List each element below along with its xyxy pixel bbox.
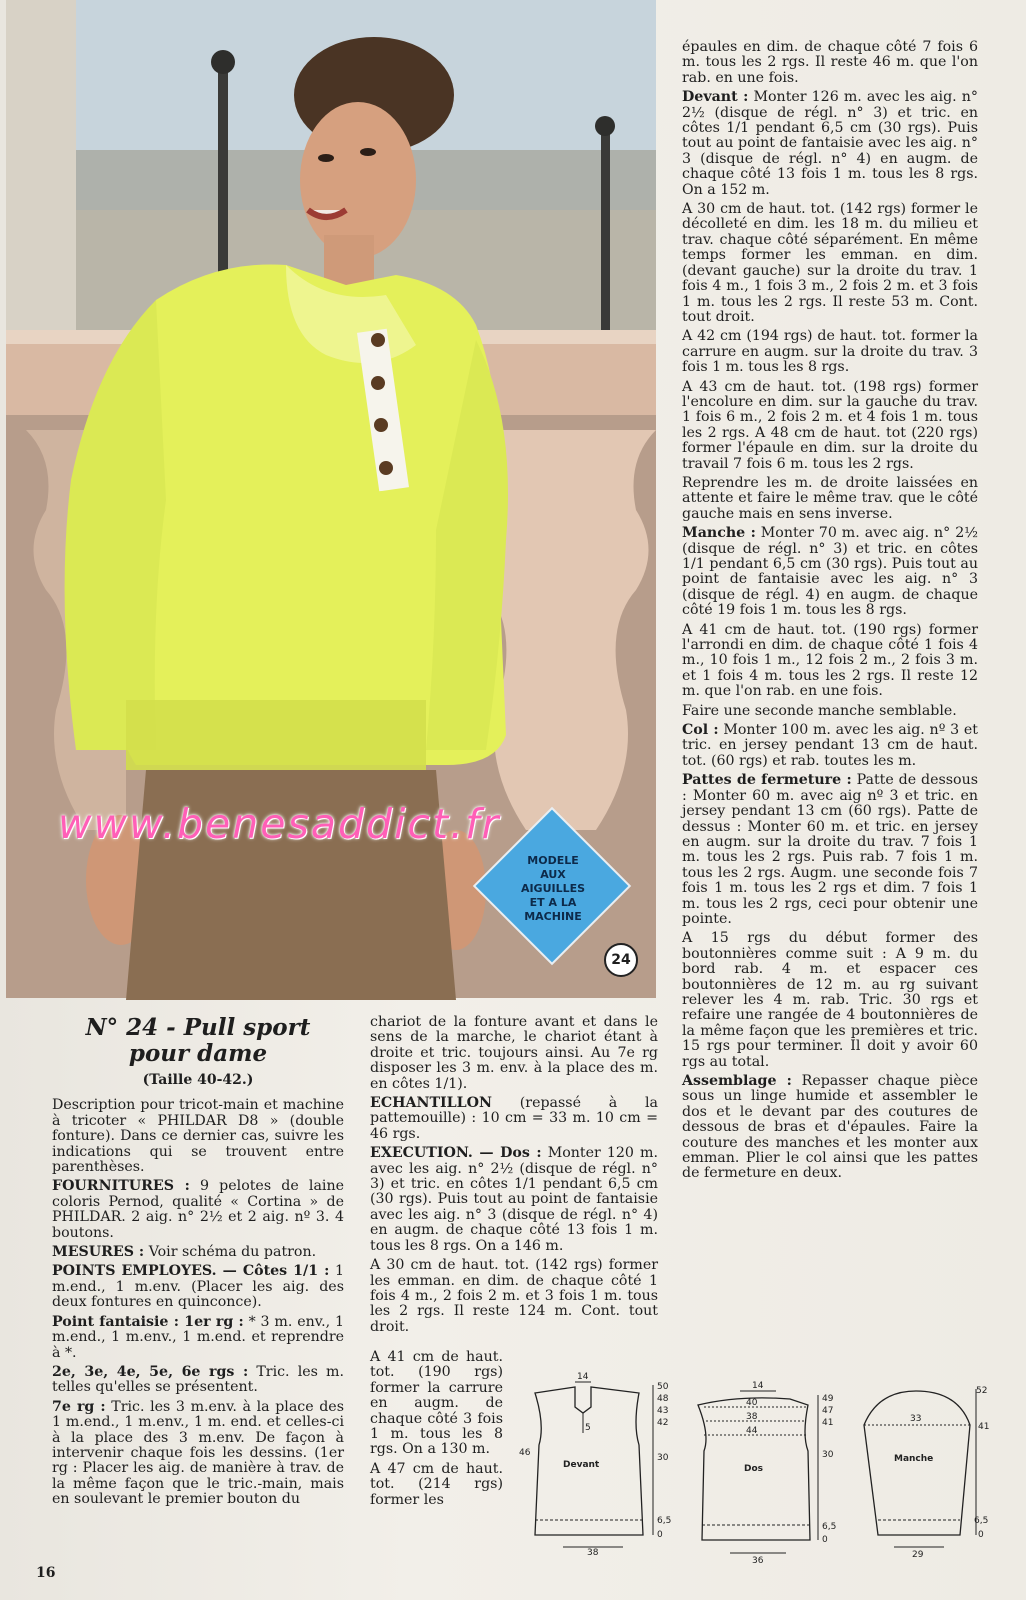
pattes-paragraph-2: A 15 rgs du début former des boutonnières comme suit : A 9 m. du bord rab. 4 m. et espacer ces boutonnières de 12 m. au rg suivant relever les 4 m. rab. Tric. 30 rgs et refaire une rangée de 4 boutonnières de la même façon que les premières et tric. 15 rgs pour terminer. Il doit y avoir 60 rgs au total. (682, 930, 978, 1070)
dos-mark: 47 (822, 1406, 834, 1416)
devant-mark: 30 (657, 1453, 669, 1463)
devant-neck-dim: 5 (585, 1423, 591, 1433)
manche-paragraph (682, 526, 978, 618)
devant-mark: 48 (657, 1394, 669, 1404)
column-middle-narrow (370, 1350, 503, 1512)
dos-mark: 30 (822, 1450, 834, 1460)
page-number: 16 (36, 1565, 56, 1581)
manche-mark: 52 (976, 1386, 988, 1396)
fantaisie-label: Point fantaisie : 1er rg : (52, 1313, 244, 1330)
devant-mark: 43 (657, 1406, 669, 1416)
devant-mark: 0 (657, 1530, 663, 1540)
rg7-label: 7e rg : (52, 1398, 106, 1415)
badge-line: AUX (540, 868, 566, 881)
column-middle (370, 1015, 658, 1339)
model-number-badge: 24 (604, 943, 638, 977)
manche-label: Manche (894, 1454, 934, 1464)
devant-top-dim: 14 (577, 1372, 589, 1382)
devant-label: Devant : (682, 89, 749, 106)
column-left (52, 1015, 344, 1512)
carrure-paragraph: A 41 cm de haut. tot. (190 rgs) former la carrure en augm. de chaque côté 3 fois 1 m. tous les 8 rgs. On a 130 m. (370, 1349, 503, 1458)
diagram-devant (515, 1372, 685, 1568)
article-title (52, 1015, 344, 1067)
devant-paragraph-4: A 43 cm de haut. tot. (198 rgs) former l'encolure en dim. sur la gauche du trav. 1 fois 6 m., 2 fois 2 m. et 4 fois 1 m. tous les 2 rgs. A 48 cm de haut. tot (220 rgs) former l'épaule en dim. sur la droite du travail 7 fois 6 m. tous les 2 rgs. (682, 378, 978, 472)
fantaisie-paragraph (52, 1315, 344, 1361)
echantillon-paragraph (370, 1096, 658, 1142)
dos-mark: 41 (822, 1418, 834, 1428)
manche-paragraph-2: A 41 cm de haut. tot. (190 rgs) former l'arrondi en dim. de chaque côté 1 fois 4 m., 10 fois 1 m., 12 fois 2 m., 2 fois 3 m. et 1 fois 4 m. tous les 2 rgs. Il reste 12 m. que l'on rab. en une fois. (682, 621, 978, 700)
manche-paragraph-3: Faire une seconde manche semblable. (682, 702, 957, 719)
points-paragraph (52, 1264, 344, 1310)
echantillon-text: (repassé à la pattemouille) : 10 cm = 33 m. 10 cm = 46 rgs. (370, 1095, 659, 1142)
mesures-paragraph (52, 1245, 344, 1260)
fournitures-label: FOURNITURES : (52, 1178, 190, 1195)
fantaisie-text: * 3 m. env., 1 m.end., 1 m.env., 1 m.end. et reprendre à *. (52, 1313, 344, 1361)
col-paragraph (682, 723, 978, 769)
technique-badge (478, 812, 628, 962)
intro-paragraph: Description pour tricot-main et machine à tricoter « PHILDAR D8 » (double fonture). Dans ce dernier cas, suivre les indications qui se trouvent entre parenthèses. (52, 1097, 344, 1176)
manche-mark: 6,5 (974, 1516, 989, 1526)
devant-mark: 6,5 (657, 1516, 672, 1526)
devant-bottom-dim: 38 (587, 1548, 599, 1558)
pattes-paragraph (682, 773, 978, 927)
dos-w3: 44 (746, 1426, 758, 1436)
mesures-text: Voir schéma du patron. (148, 1244, 317, 1261)
pattes-label: Pattes de fermeture : (682, 772, 852, 789)
badge-text (478, 854, 628, 924)
manche-bottom-dim: 29 (912, 1550, 924, 1560)
dos-bottom-dim: 36 (752, 1556, 764, 1566)
devant-mark: 50 (657, 1382, 669, 1392)
devant-paragraph-2: A 30 cm de haut. tot. (142 rgs) former le décolleté en dim. les 18 m. du milieu et trav. chaque côté séparément. En même temps former les emman. en dim. (devant gauche) sur la droite du trav. 1 fois 4 m., 1 fois 3 m., 2 fois 2 m. et 3 fois 1 m. tous les 2 rgs. Il reste 53 m. Cont. tout droit. (682, 201, 978, 325)
execution-label: EXECUTION. — Dos : (370, 1145, 542, 1162)
manche-label: Manche : (682, 525, 756, 542)
title-line: N° 24 - Pull sport (85, 1014, 311, 1041)
right-paragraph-1: épaules en dim. de chaque côté 7 fois 6 m. tous les 2 rgs. Il reste 46 m. que l'on rab. en une fois. (682, 39, 978, 86)
title-line: pour dame (128, 1040, 268, 1067)
echantillon-label: ECHANTILLON (370, 1095, 492, 1112)
size-label: (Taille 40-42.) (142, 1072, 254, 1088)
points-label: POINTS EMPLOYES. — Côtes 1/1 : (52, 1263, 330, 1280)
execution-text: Monter 120 m. avec les aig. n° 2½ (disque de régl. n° 3) et tric. en côtes 1/1 pendant 6,5 cm (30 rgs). Puis tout au point de fantaisie avec les aig. n° 3 (disque de régl. n° 4) en augm. de chaque côté 13 fois 1 m. tous les 8 rgs. On a 146 m. (370, 1145, 658, 1254)
fournitures-text: 9 pelotes de laine coloris Pernod, qualité « Cortina » de PHILDAR. 2 aig. n° 2½ et 2 aig. nº 3. 4 boutons. (52, 1178, 344, 1241)
manche-mark: 0 (978, 1530, 984, 1540)
devant-text: Monter 126 m. avec les aig. n° 2½ (disque de régl. n° 3) et tric. en côtes 1/1 pendant 6,5 cm (30 rgs). Puis tout au point de fantaisie avec les aig. n° 3 (disque de régl. n° 4) en augm. de chaque côté 13 fois 1 m. tous les 8 rgs. On a 152 m. (682, 89, 978, 198)
mid-paragraph-2: A 30 cm de haut. tot. (142 rgs) former les emman. en dim. de chaque côté 1 fois 4 m., 2 fois 2 m. et 3 fois 1 m. tous les 2 rgs. Il reste 124 m. Cont. tout droit. (370, 1257, 658, 1335)
dos-mark: 0 (822, 1535, 828, 1545)
execution-paragraph (370, 1146, 658, 1254)
devant-mark: 42 (657, 1418, 669, 1428)
pattes-text: Patte de dessous : Monter 60 m. avec aig nº 3 et tric. en jersey pendant 13 cm (60 rgs). Patte de dessus : Monter 60 m. et tric. en jersey en augm. sur la droite du trav. 7 fois 1 m. tous les 2 rgs. Puis rab. 7 fois 1 m. tous les 2 rgs. Augm. une seconde fois 7 fois 1 m. tous les 2 rgs et dim. 7 fois 1 m. tous les 2 rgs, ceci pour obtenir une pointe. (682, 772, 978, 927)
badge-line: AIGUILLES (520, 882, 586, 895)
column-right (682, 40, 978, 1186)
col-text: Monter 100 m. avec les aig. nº 3 et tric. en jersey pendant 13 cm de haut. tot. (60 rgs) et rab. toutes les m. (682, 722, 978, 769)
manche-text: Monter 70 m. avec aig. n° 2½ (disque de régl. n° 3) et tric. en côtes 1/1 pendant 6,5 cm (30 rgs). Puis tout au point de fantaisie avec les aig. n° 3 (disque de régl. 4) en augm. de chaque côté 19 fois 1 m. tous les 8 rgs. (682, 525, 978, 619)
devant-paragraph (682, 90, 978, 198)
mid-paragraph-1: chariot de la fonture avant et dans le sens de la marche, le chariot étant à droite et tric. toujours ainsi. Au 7e rg disposer les 3 m. env. à la place des m. en côtes 1/1). (370, 1014, 658, 1092)
diagram-dos (690, 1381, 850, 1573)
col-label: Col : (682, 722, 719, 739)
points-text: 1 m.end., 1 m.env. (Placer les aig. des deux fontures en quinconce). (52, 1263, 344, 1311)
diagram-manche (858, 1385, 998, 1578)
devant-label: Devant (563, 1460, 600, 1470)
rgs-paragraph (52, 1365, 344, 1396)
watermark-text: www.benesaddict.fr (58, 800, 501, 848)
rg7-paragraph (52, 1400, 344, 1508)
assemblage-text: Repasser chaque pièce sous un linge humide et assembler le dos et le devant par des coutures de dessous de bras et d'épaules. Faire la couture des manches et les monter aux emman. Plier le col ainsi que les pattes de fermeture en deux. (682, 1073, 978, 1182)
fournitures-paragraph (52, 1179, 344, 1241)
badge-line: MACHINE (524, 910, 582, 923)
assemblage-label: Assemblage : (682, 1073, 792, 1089)
dos-top-dim: 14 (752, 1381, 764, 1391)
rgs-label: 2e, 3e, 4e, 5e, 6e rgs : (52, 1363, 249, 1380)
devant-side-dim: 46 (519, 1448, 531, 1458)
rgs-text: Tric. les m. telles qu'elles se présentent. (52, 1363, 344, 1396)
badge-line: MODELE (527, 854, 579, 867)
assemblage-paragraph (682, 1074, 978, 1182)
dos-mark: 6,5 (822, 1522, 837, 1532)
badge-line: ET A LA (529, 896, 577, 909)
dos-mark: 49 (822, 1394, 834, 1404)
mesures-label: MESURES : (52, 1244, 145, 1261)
devant-paragraph-5: Reprendre les m. de droite laissées en attente et faire le même trav. que le côté gauche mais en sens inverse. (682, 474, 978, 522)
devant-paragraph-3: A 42 cm (194 rgs) de haut. tot. former la carrure en augm. sur la droite du trav. 3 fois 1 m. tous les 8 rgs. (682, 328, 978, 376)
manche-top-dim: 33 (910, 1414, 922, 1424)
manche-mark: 41 (978, 1422, 990, 1432)
dos-w2: 38 (746, 1412, 758, 1422)
epaules-paragraph: A 47 cm de haut. tot. (214 rgs) former les (370, 1460, 503, 1508)
dos-w1: 40 (746, 1398, 758, 1408)
model-photo (6, 0, 656, 998)
dos-label: Dos (744, 1464, 764, 1474)
rg7-text: Tric. les 3 m.env. à la place des 1 m.end., 1 m.env., 1 m. end. et celles-ci à la place des 3 m.env. De façon à intervenir chaque fois les dessins. (1er rg : Placer les aig. de manière à trav. de la même façon que le tric.-main, mais en soulevant le premier bouton du (52, 1398, 344, 1508)
